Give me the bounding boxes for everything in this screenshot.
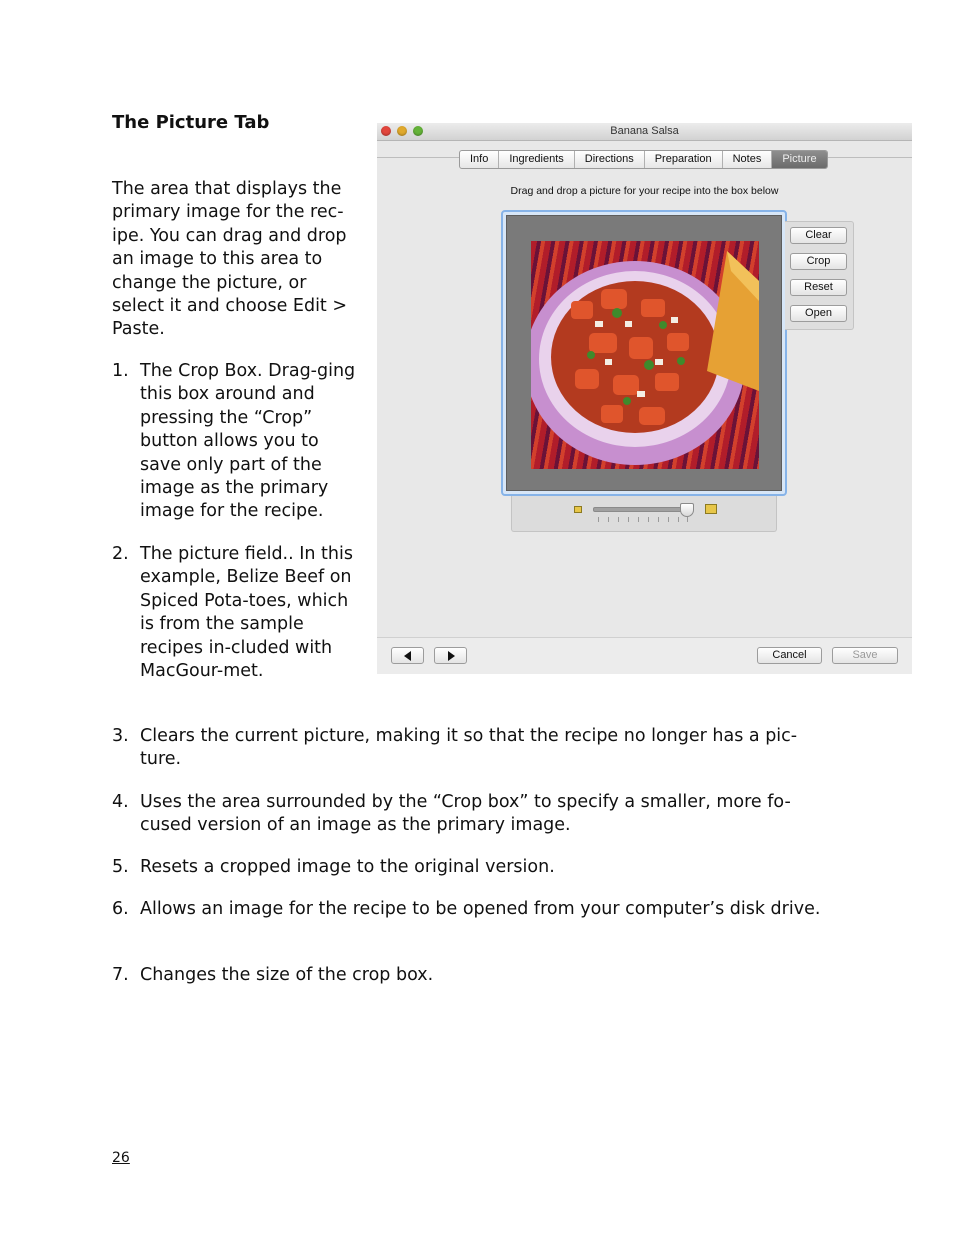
recipe-photo <box>531 241 759 469</box>
intro-paragraph: The area that displays the primary image for the rec-ipe. You can drag and drop an image to this area to change the picture, or select it and choose Edit > Paste. <box>112 179 348 340</box>
small-image-icon <box>574 506 582 513</box>
window-title: Banana Salsa <box>610 125 679 137</box>
cancel-button[interactable]: Cancel <box>757 647 822 664</box>
drop-instruction: Drag and drop a picture for your recipe into the box below <box>510 185 779 197</box>
crop-button[interactable]: Crop <box>790 253 847 270</box>
crop-size-slider-thumb[interactable] <box>680 503 694 517</box>
salsa-photo-illustration <box>531 241 759 469</box>
crop-size-panel <box>511 496 777 532</box>
list-text: The picture field.. In this example, Belize Beef on Spiced Pota-toes, which is from the sample recipes in-cluded with MacGour-met. <box>140 544 353 682</box>
list-item-5 <box>112 856 830 879</box>
list-number: 1. <box>112 361 129 381</box>
large-image-icon <box>705 504 717 514</box>
reset-button[interactable]: Reset <box>790 279 847 296</box>
slider-tick <box>638 517 639 522</box>
slider-tick <box>618 517 619 522</box>
previous-recipe-button[interactable] <box>391 647 424 664</box>
list-number: 6. <box>112 899 129 919</box>
slider-tick <box>668 517 669 522</box>
triangle-left-icon <box>403 651 413 661</box>
next-recipe-button[interactable] <box>434 647 467 664</box>
tab-picture[interactable]: Picture <box>772 151 826 168</box>
list-item-7 <box>112 964 830 987</box>
list-text: Clears the current picture, making it so that the recipe no longer has a pic-ture. <box>140 726 798 770</box>
clear-button[interactable]: Clear <box>790 227 847 244</box>
list-text: Uses the area surrounded by the “Crop box” to specify a smaller, more fo-cused version of an image as the primary image. <box>140 792 791 836</box>
list-text: The Crop Box. Drag-ging this box around and pressing the “Crop” button allows you to save only part of the image as the primary image for the recipe. <box>140 361 356 522</box>
open-button[interactable]: Open <box>790 305 847 322</box>
slider-tick <box>658 517 659 522</box>
picture-field[interactable] <box>501 210 787 496</box>
list-number: 3. <box>112 726 129 746</box>
app-window-screenshot <box>377 123 912 674</box>
list-item-2 <box>112 543 362 683</box>
list-item-4 <box>112 791 830 838</box>
slider-tick <box>608 517 609 522</box>
list-number: 7. <box>112 965 129 985</box>
tab-ingredients[interactable]: Ingredients <box>499 151 574 168</box>
crop-size-slider[interactable] <box>593 507 691 512</box>
section-heading: The Picture Tab <box>112 112 270 133</box>
list-item-3 <box>112 725 830 772</box>
list-item-1 <box>112 360 362 524</box>
page-number: 26 <box>112 1150 130 1166</box>
slider-tick <box>598 517 599 522</box>
list-text: Changes the size of the crop box. <box>140 965 434 985</box>
tab-directions[interactable]: Directions <box>575 151 645 168</box>
list-number: 5. <box>112 857 129 877</box>
list-item-6 <box>112 898 830 921</box>
title-bar <box>377 123 912 141</box>
triangle-right-icon <box>446 651 456 661</box>
tab-notes[interactable]: Notes <box>723 151 773 168</box>
save-button[interactable]: Save <box>832 647 898 664</box>
list-text: Allows an image for the recipe to be opened from your computer’s disk drive. <box>140 899 821 919</box>
slider-tick <box>648 517 649 522</box>
list-number: 4. <box>112 792 129 812</box>
slider-tick <box>628 517 629 522</box>
slider-tick <box>678 517 679 522</box>
tab-bar <box>459 150 828 169</box>
slider-ticks <box>598 517 688 522</box>
crop-box[interactable] <box>506 215 782 491</box>
tab-info[interactable]: Info <box>460 151 499 168</box>
slider-tick <box>687 517 688 522</box>
tab-preparation[interactable]: Preparation <box>645 151 723 168</box>
list-text: Resets a cropped image to the original version. <box>140 857 555 877</box>
list-number: 2. <box>112 544 129 564</box>
